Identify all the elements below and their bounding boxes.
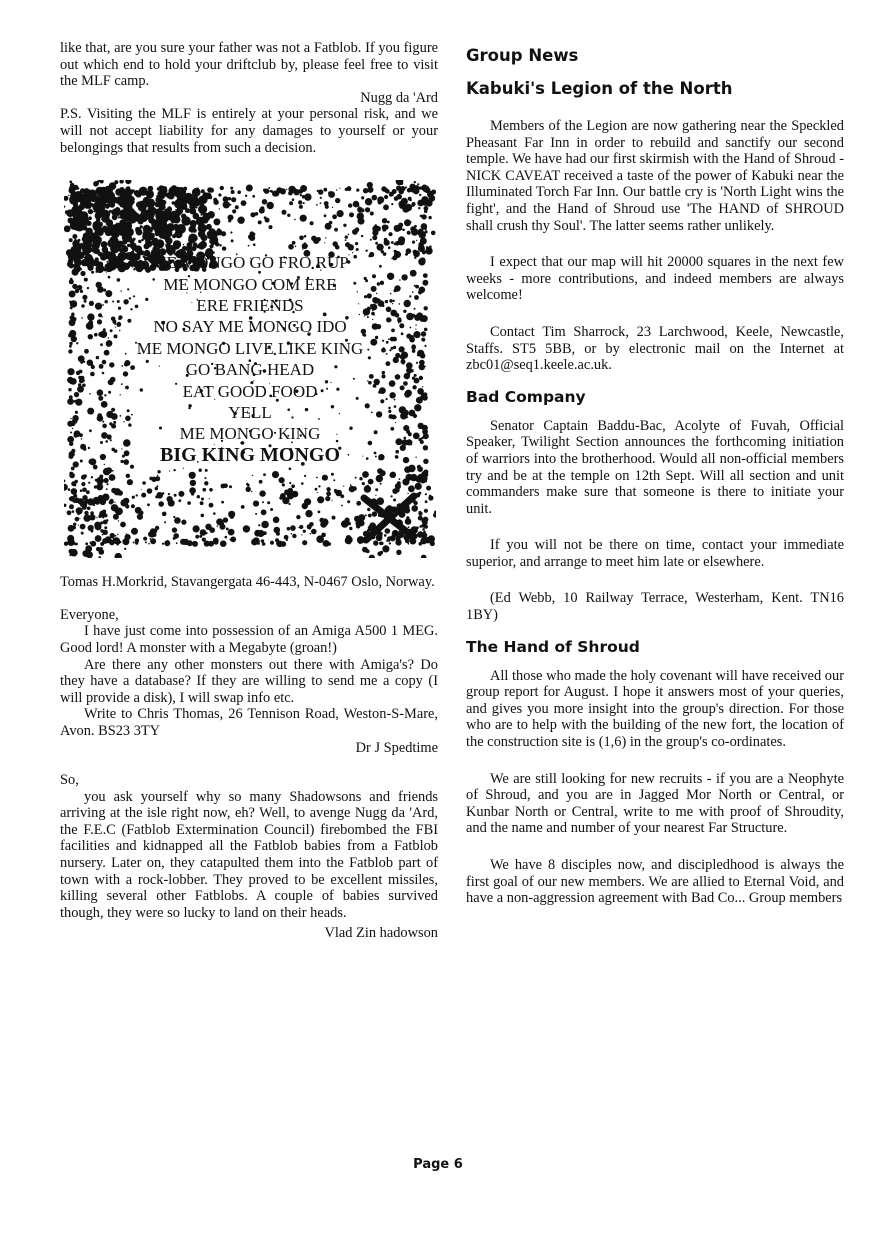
- poem-line: ME MONGO GO FRO RUP: [151, 253, 349, 273]
- group-paragraph: (Ed Webb, 10 Railway Terrace, Westerham, Kent. TN16 1BY): [466, 590, 844, 624]
- right-column: [466, 40, 844, 907]
- group-paragraph: We are still looking for new recruits - if you are a Neophyte of Shroud, and you are in Jagged Mor North or Central, or Kunbar North or Central, write to me with proof of Shroudity, and the name and number of your nearest Far Structure.: [466, 770, 844, 837]
- postscript: P.S. Visiting the MLF is entirely at your personal risk, and we will not accept liability for any damages to yourself or your belongings that results from such a decision.: [60, 106, 438, 156]
- group-title-bad-company: Bad Company: [466, 387, 586, 406]
- group-paragraph: All those who made the holy covenant will have received our group report for August. I hope it answers most of your queries, and gives you more insight into the group's direction. For those who are to help with the building of the new fort, the location of the construction site is (1,6) in the group's co-ordinates.: [466, 667, 844, 751]
- letter-paragraph: Write to Chris Thomas, 26 Tennison Road, Weston-S-Mare, Avon. BS23 3TY: [60, 706, 438, 739]
- group-title-hand-of-shroud: The Hand of Shroud: [466, 637, 640, 656]
- section-title: Group News: [466, 46, 579, 65]
- group-paragraph: We have 8 disciples now, and discipledhood is always the first goal of our new members. We are allied to Eternal Void, and have a non-aggression agreement with Bad Co... Group members: [466, 857, 844, 907]
- letter-paragraph: Are there any other monsters out there with Amiga's? Do they have a database? If they are willing to send me a copy (I will provide a disk), I will swap info etc.: [60, 656, 438, 706]
- letter-paragraph: you ask yourself why so many Shadowsons and friends arriving at the isle right now, eh? Well, to avenge Nugg da 'Ard, the F.E.C (Fatblob Extermination Council) firebombed the FBI facilities and kidnapped all the Fatblob babies from a Fatblob nursery. Later on, they catapulted them into the Fatblob part of town with a rock-lobber. They proved to be excellent missiles, killing several other Fatblobs. A couple of babies survived though, they were so lucky to land on their heads.: [60, 788, 438, 921]
- signature: Nugg da 'Ard: [360, 89, 438, 106]
- poem-line: ME MONGO COM ERE: [163, 274, 337, 294]
- poem-illustration: [64, 180, 436, 558]
- group-paragraph: I expect that our map will hit 20000 squares in the next few weeks - more contributions, and indeed members are always welcome!: [466, 254, 844, 304]
- letter-text: like that, are you sure your father was not a Fatblob. If you figure out which end to hold your driftclub by, please feel free to visit the MLF camp.: [60, 40, 438, 90]
- letter-paragraph: I have just come into possession of an Amiga A500 1 MEG. Good lord! A monster with a Megabyte (groan!): [60, 623, 438, 656]
- poem-line: EAT GOOD FOOD: [182, 381, 318, 401]
- poem-line: ME MONGO KING: [179, 424, 321, 444]
- poem-line: ERE FRIENDS: [196, 295, 304, 315]
- signature: Vlad Zin hadowson: [324, 925, 438, 942]
- poem-lines: [94, 252, 406, 466]
- poem-line: ME MONGO LIVE LIKE KING: [136, 338, 364, 358]
- letter-greeting: Everyone,: [60, 606, 119, 623]
- group-paragraph: Members of the Legion are now gathering near the Speckled Pheasant Far Inn in order to rebuild and sanctify our second temple. We have had our first skirmish with the Hand of Shroud - NICK CAVEAT received a taste of the power of Kabuki near the Illuminated Torch Far Inn. Our battle cry is 'North Light wins the fight', and the Hand of Shroud use 'The HAND of SHROUD shall crush thy Soul'. The latter seems rather unlikely.: [466, 118, 844, 234]
- letter-greeting: So,: [60, 772, 79, 789]
- poem-line: YELL: [228, 403, 272, 422]
- signature: Dr J Spedtime: [355, 739, 438, 756]
- group-paragraph: Contact Tim Sharrock, 23 Larchwood, Keele, Newcastle, Staffs. ST5 5BB, or by electronic mail on the Internet at zbc01@seq1.keele.ac.uk.: [466, 323, 844, 374]
- address: Tomas H.Morkrid, Stavangergata 46-443, N-0467 Oslo, Norway.: [60, 574, 435, 591]
- poem-line-big: BIG KING MONGO: [159, 443, 340, 466]
- poem-line: GO BANG HEAD: [185, 360, 315, 380]
- group-paragraph: If you will not be there on time, contact your immediate superior, and arrange to meet him late or elsewhere.: [466, 537, 844, 570]
- poem-line: NO SAY ME MONGO IDO: [153, 317, 347, 337]
- left-column: [60, 40, 438, 942]
- page-number: Page 6: [413, 1157, 463, 1172]
- group-title-kabuki: Kabuki's Legion of the North: [466, 79, 733, 98]
- group-paragraph: Senator Captain Baddu-Bac, Acolyte of Fuvah, Official Speaker, Twilight Section announces the forthcoming initiation of warriors into the brotherhood. Would all non-official members try and be at the temple on 12th Sept. Will all section and unit commanders make sure that someone is there to initiate your unit.: [466, 417, 844, 517]
